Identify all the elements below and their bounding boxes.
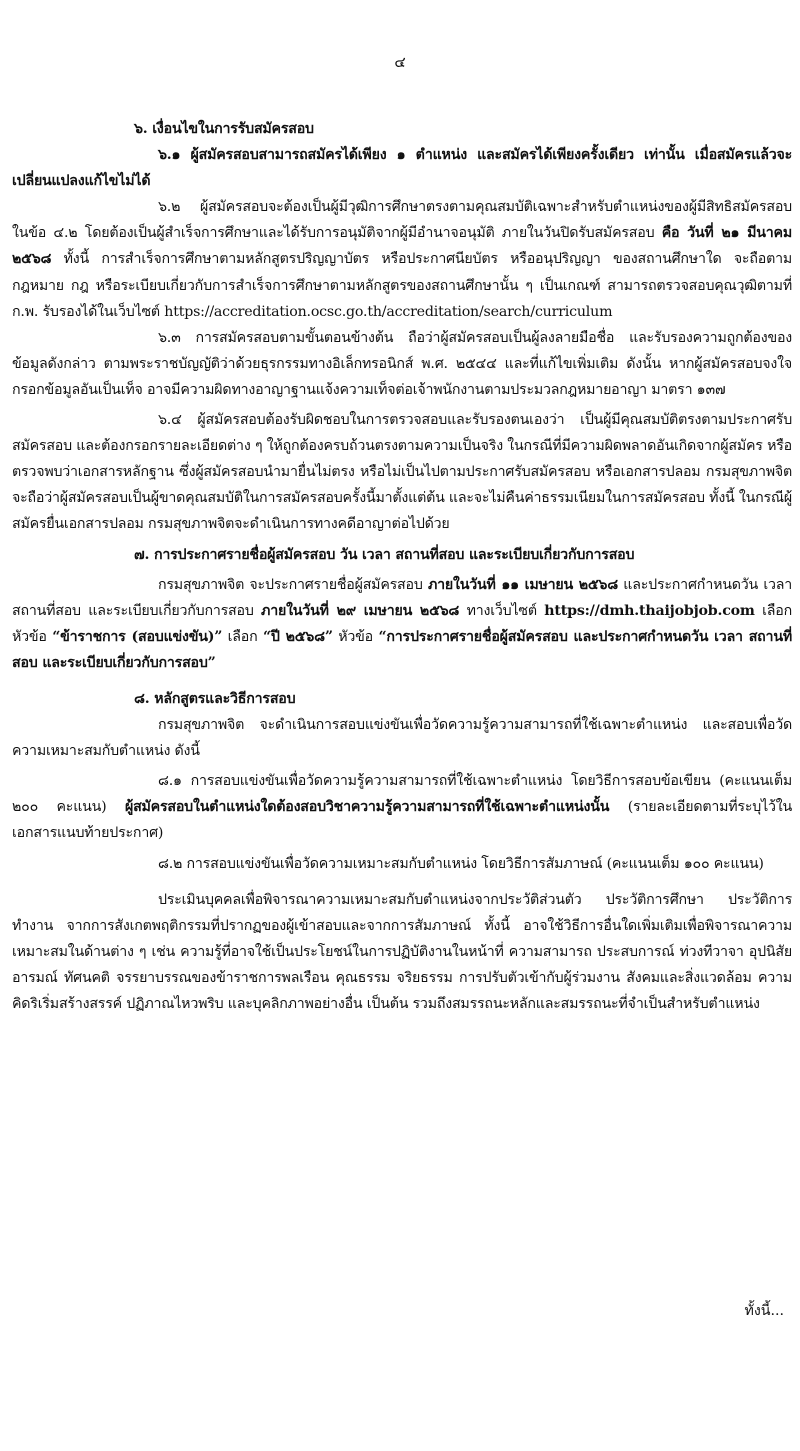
- section-8-intro: กรมสุขภาพจิต จะดำเนินการสอบแข่งขันเพื่อวัดความรู้ความสามารถที่ใช้เฉพาะตำแหน่ง และสอบเพื่อวัดความเหมาะสมกับตำแหน่ง ดังนี้: [12, 717, 792, 760]
- s8-1-text-a: ๘.๑ การสอบแข่งขันเพื่อวัดความรู้ความสามารถที่ใช้เฉพาะตำแหน่ง โดยวิธีการสอบข้อเขียน (คะแนนเต็ม ๒๐๐ คะแนน): [12, 773, 792, 816]
- s8-1-text-c: (รายละเอียดตามที่ระบุไว้ในเอกสารแนบท้ายประกาศ): [12, 799, 792, 842]
- s7-text-3: และประกาศกำหนดวัน เวลา สถานที่สอบ และระเบียบเกี่ยวกับการสอบ: [12, 576, 793, 619]
- section-6-heading: ๖. เงื่อนไขในการรับสมัครสอบ: [134, 121, 314, 137]
- section-7-heading: ๗. การประกาศรายชื่อผู้สมัครสอบ วัน เวลา สถานที่สอบ และระเบียบเกี่ยวกับการสอบ: [134, 546, 635, 563]
- section-8-assessment: ประเมินบุคคลเพื่อพิจารณาความเหมาะสมกับตำแหน่งจากประวัติส่วนตัว ประวัติการศึกษา ประวัติการทำงาน จากการสังเกตพฤติกรรมที่ปรากฏของผู้เข้าสอบและจากการสัมภาษณ์ ทั้งนี้ อาจใช้วิธีการอื่นใดเพิ่มเติมเพื่อพิจารณาความเหมาะสมในด้านต่าง ๆ เช่น ความรู้ที่อาจใช้เป็นประโยชน์ในการปฏิบัติงานในหน้าที่ ความสามารถ ประสบการณ์ ท่วงทีวาจา อุปนิสัย อารมณ์ ทัศนคติ จรรยาบรรณของข้าราชการพลเรือน คุณธรรม จริยธรรม การปรับตัวเข้ากับผู้ร่วมงาน สังคมและสิ่งแวดล้อม ความคิดริเริ่มสร้างสรรค์ ปฏิภาณไหวพริบ และบุคลิกภาพอย่างอื่น เป็นต้น รวมถึงสมรรถนะหลักและสมรรถนะที่จำเป็นสำหรับตำแหน่ง: [12, 891, 792, 1012]
- section-6-3: ๖.๓ การสมัครสอบตามขั้นตอนข้างต้น ถือว่าผู้สมัครสอบเป็นผู้ลงลายมือชื่อ และรับรองความถูกต้องของข้อมูลดังกล่าว ตามพระราชบัญญัติว่าด้วยธุรกรรมทางอิเล็กทรอนิกส์ พ.ศ. ๒๕๔๔ และที่แก้ไขเพิ่มเติม ดังนั้น หากผู้สมัครสอบจงใจกรอกข้อมูลอันเป็นเท็จ อาจมีความผิดทางอาญาฐานแจ้งความเท็จต่อเจ้าพนักงานตามประมวลกฎหมายอาญา มาตรา ๑๓๗: [12, 329, 792, 398]
- section-6-2-deadline: คือ วันที่ ๒๑ มีนาคม ๒๕๖๘: [12, 225, 792, 268]
- s7-date-2: ภายในวันที่ ๒๙ เมษายน ๒๕๖๘: [261, 602, 460, 619]
- section-6-2: [12, 194, 792, 324]
- page-number: ๔: [394, 53, 406, 71]
- document-body: [12, 116, 792, 1017]
- s7-menu-2: “ปี ๒๕๖๘”: [262, 628, 333, 645]
- section-8-1: [12, 768, 792, 846]
- s8-1-text-b: ผู้สมัครสอบในตำแหน่งใดต้องสอบวิชาความรู้ความสามารถที่ใช้เฉพาะตำแหน่งนั้น: [124, 799, 610, 816]
- section-6-2-text-c: ทั้งนี้ การสำเร็จการศึกษาตามหลักสูตรปริญญาบัตร หรือประกาศนียบัตร หรืออนุปริญญา ของสถานศึกษาใด จะถือตามกฎหมาย กฎ หรือระเบียบเกี่ยวกับการสำเร็จการศึกษาตามหลักสูตรของสถานศึกษานั้น ๆ เป็นเกณฑ์ สามารถตรวจสอบคุณวุฒิตามที่ ก.พ. รับรองได้ในเว็บไซต์ https://accreditation.ocsc.go.th/accreditation/search/curriculum: [12, 251, 792, 320]
- s7-menu-1: “ข้าราชการ (สอบแข่งขัน)”: [52, 628, 223, 645]
- s7-menu-3: “การประกาศรายชื่อผู้สมัครสอบ และประกาศกำหนดวัน เวลา สถานที่สอบ และระเบียบเกี่ยวกับการสอบ”: [12, 628, 792, 671]
- section-6-2-text-a: ๖.๒ ผู้สมัครสอบจะต้องเป็นผู้มีวุฒิการศึกษาตรงตามคุณสมบัติเฉพาะสำหรับตำแหน่งของผู้มีสิทธิสมัครสอบในข้อ ๔.๒ โดยต้องเป็นผู้สำเร็จการศึกษาและได้รับการอนุมัติจากผู้มีอำนาจอนุมัติ ภายในวันปิดรับสมัครสอบ: [12, 199, 792, 242]
- s7-date-1: ภายในวันที่ ๑๑ เมษายน ๒๕๖๘: [427, 576, 618, 593]
- s7-text-7: เลือกหัวข้อ: [12, 602, 793, 645]
- s7-text-9: เลือก: [222, 628, 263, 645]
- section-7-body: [12, 572, 792, 676]
- s7-text-1: กรมสุขภาพจิต จะประกาศรายชื่อผู้สมัครสอบ: [158, 576, 428, 593]
- s7-text-11: หัวข้อ: [332, 628, 379, 645]
- closing-continuation: ทั้งนี้...: [744, 1303, 784, 1319]
- s7-text-5: ทางเว็บไซต์: [459, 602, 545, 619]
- section-6-1: ๖.๑ ผู้สมัครสอบสามารถสมัครได้เพียง ๑ ตำแหน่ง และสมัครได้เพียงครั้งเดียว เท่านั้น เมื่อสมัครแล้วจะเปลี่ยนแปลงแก้ไขไม่ได้: [12, 147, 792, 190]
- section-8-heading: ๘. หลักสูตรและวิธีการสอบ: [134, 690, 296, 707]
- s7-website-link[interactable]: https://dmh.thaijobjob.com: [544, 602, 755, 619]
- section-6-4: ๖.๔ ผู้สมัครสอบต้องรับผิดชอบในการตรวจสอบและรับรองตนเองว่า เป็นผู้มีคุณสมบัติตรงตามประกาศรับสมัครสอบ และต้องกรอกรายละเอียดต่าง ๆ ให้ถูกต้องครบถ้วนตรงตามความเป็นจริง ในกรณีที่มีความผิดพลาดอันเกิดจากผู้สมัคร หรือตรวจพบว่าเอกสารหลักฐาน ซึ่งผู้สมัครสอบนำมายื่นไม่ตรง หรือไม่เป็นไปตามประกาศรับสมัครสอบ หรือเอกสารปลอม กรมสุขภาพจิตจะถือว่าผู้สมัครสอบเป็นผู้ขาดคุณสมบัติในการสมัครสอบครั้งนี้มาตั้งแต่ต้น และจะไม่คืนค่าธรรมเนียมในการสมัครสอบ ทั้งนี้ ในกรณีผู้สมัครยื่นเอกสารปลอม กรมสุขภาพจิตจะดำเนินการทางคดีอาญาต่อไปด้วย: [12, 412, 792, 533]
- section-8-2: ๘.๒ การสอบแข่งขันเพื่อวัดความเหมาะสมกับตำแหน่ง โดยวิธีการสัมภาษณ์ (คะแนนเต็ม ๑๐๐ คะแนน): [158, 855, 764, 872]
